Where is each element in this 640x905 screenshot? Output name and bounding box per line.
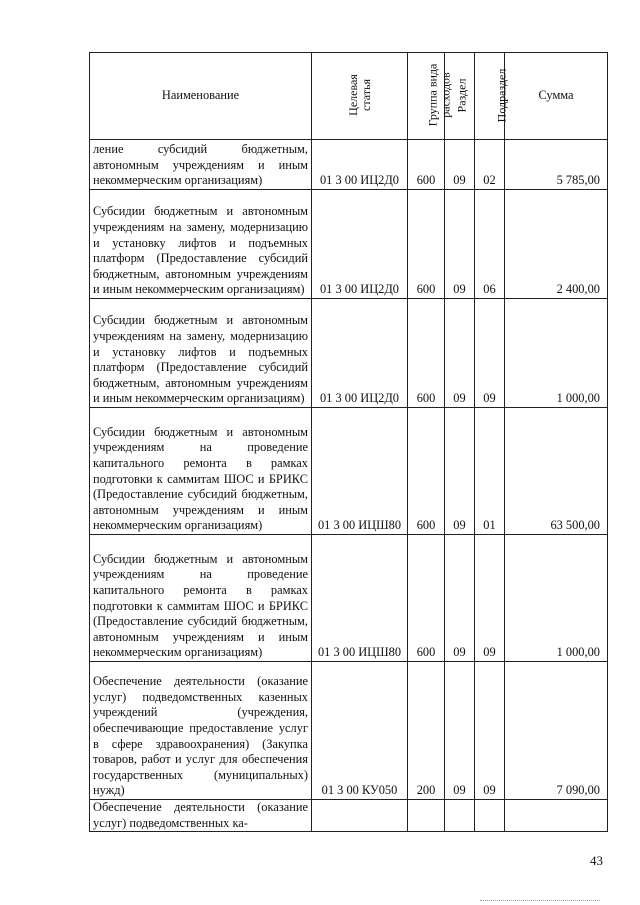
row-name: Обеспечение деятельности (оказание услуг) подведомственных ка- [90, 800, 312, 832]
header-section: Раздел [445, 53, 475, 140]
row-expense-group: 600 [408, 140, 445, 190]
row-section [445, 800, 475, 832]
row-expense-group: 600 [408, 190, 445, 299]
table-row [90, 299, 608, 408]
row-section: 09 [445, 662, 475, 800]
row-target-article: 01 3 00 ИЦШ80 [312, 408, 408, 535]
row-subsection: 09 [475, 535, 505, 662]
row-expense-group [408, 800, 445, 832]
header-subsection: Подраздел [475, 53, 505, 140]
row-expense-group: 600 [408, 535, 445, 662]
row-name: Субсидии бюджетным и автономным учреждениям на проведение капитального ремонта в рамках подготовки к саммитам ШОС и БРИКС (Предоставление субсидий бюджетным, автономным учреждениям и иным некоммерческим организациям) [90, 535, 312, 662]
table-header-row [90, 53, 608, 140]
row-subsection: 09 [475, 299, 505, 408]
row-name: Субсидии бюджетным и автономным учреждениям на замену, модернизацию и установку лифтов и подъемных платформ (Предоставление субсидий бюджетным, автономным учреждениям и иным некоммерческим организациям) [90, 299, 312, 408]
table-row [90, 140, 608, 190]
row-section: 09 [445, 140, 475, 190]
row-name: ление субсидий бюджетным, автономным учреждениям и иным некоммерческим организациям) [90, 140, 312, 190]
row-target-article: 01 3 00 ИЦ2Д0 [312, 299, 408, 408]
row-target-article: 01 3 00 ИЦ2Д0 [312, 190, 408, 299]
row-sum: 2 400,00 [505, 190, 608, 299]
row-subsection: 09 [475, 662, 505, 800]
row-sum: 1 000,00 [505, 535, 608, 662]
row-expense-group: 600 [408, 299, 445, 408]
header-target-article: Целевая статья [312, 53, 408, 140]
row-sum: 63 500,00 [505, 408, 608, 535]
row-target-article: 01 3 00 КУ050 [312, 662, 408, 800]
table-row [90, 535, 608, 662]
row-sum: 7 090,00 [505, 662, 608, 800]
row-section: 09 [445, 408, 475, 535]
row-subsection: 02 [475, 140, 505, 190]
budget-table [89, 52, 608, 832]
row-name: Субсидии бюджетным и автономным учреждениям на замену, модернизацию и установку лифтов и подъемных платформ (Предоставление субсидий бюджетным, автономным учреждениям и иным некоммерческим организациям) [90, 190, 312, 299]
row-subsection [475, 800, 505, 832]
header-name: Наименование [90, 53, 312, 140]
row-name: Субсидии бюджетным и автономным учреждениям на проведение капитального ремонта в рамках подготовки к саммитам ШОС и БРИКС (Предоставление субсидий бюджетным, автономным учреждениям и иным некоммерческим организациям) [90, 408, 312, 535]
row-target-article: 01 3 00 ИЦШ80 [312, 535, 408, 662]
row-target-article [312, 800, 408, 832]
row-name: Обеспечение деятельности (оказание услуг) подведомственных казенных учреждений (учреждения, обеспечивающие предоставление услуг в сфере здравоохранения) (Закупка товаров, работ и услуг для обеспечения государственных (муниципальных) нужд) [90, 662, 312, 800]
table-row [90, 190, 608, 299]
header-expense-group: Группа вида расходов [408, 53, 445, 140]
row-section: 09 [445, 190, 475, 299]
row-section: 09 [445, 535, 475, 662]
row-sum: 5 785,00 [505, 140, 608, 190]
table-row [90, 800, 608, 832]
row-sum: 1 000,00 [505, 299, 608, 408]
row-subsection: 01 [475, 408, 505, 535]
scan-artifact-line [480, 900, 600, 902]
row-sum [505, 800, 608, 832]
table-row [90, 408, 608, 535]
table-row [90, 662, 608, 800]
header-sum: Сумма [505, 53, 608, 140]
page-number: 43 [590, 853, 603, 868]
row-expense-group: 600 [408, 408, 445, 535]
row-target-article: 01 3 00 ИЦ2Д0 [312, 140, 408, 190]
row-subsection: 06 [475, 190, 505, 299]
row-expense-group: 200 [408, 662, 445, 800]
row-section: 09 [445, 299, 475, 408]
